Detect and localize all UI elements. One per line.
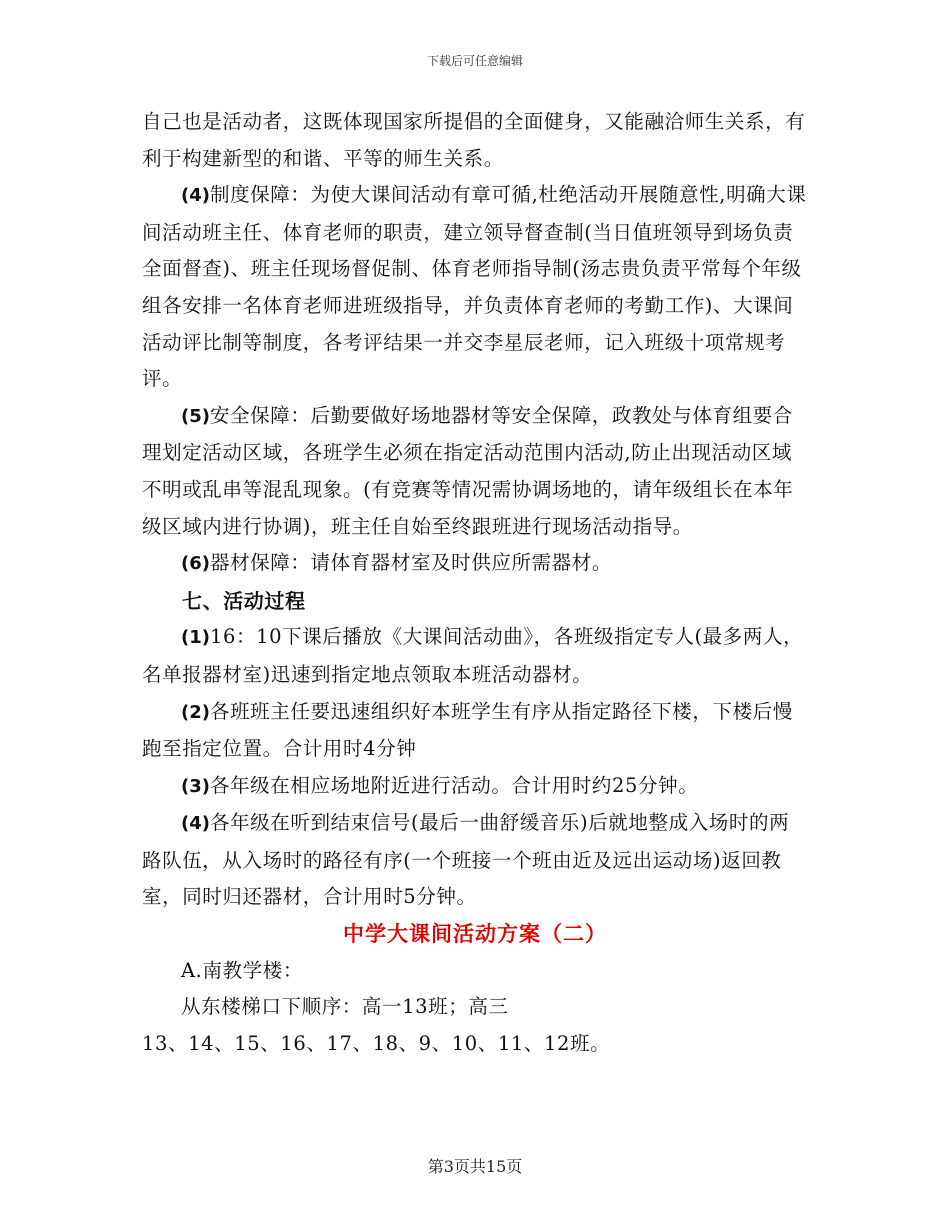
paragraph-text: 安全保障：后勤要做好场地器材等安全保障，政教处与体育组要合理划定活动区域，各班学生必须在指定活动范围内活动,防止出现活动区域不明或乱串等混乱现象。(有竞赛等情况需协调场地的，请年级组长在本年级区域内进行协调)，班主任自始至终跟班进行现场活动指导。 xyxy=(142,403,794,538)
document-title: 中学大课间活动方案（二） xyxy=(343,922,607,947)
item-number: (4) xyxy=(181,185,210,207)
paragraph-system-guarantee xyxy=(142,177,808,398)
building-label: A.南教学楼： xyxy=(181,958,303,982)
paragraph-text: 16：10下课后播放《大课间活动曲》，各班级指定专人(最多两人，名单报器材室)迅速到指定地点领取本班活动器材。 xyxy=(142,625,804,686)
paragraph-text: 各年级在听到结束信号(最后一曲舒缓音乐)后就地整成入场时的两路队伍，从入场时的路径有序(一个班接一个班由近及远出运动场)返回教室，同时归还器材，合计用时5分钟。 xyxy=(142,811,790,909)
item-number: (4) xyxy=(181,813,210,835)
class-order-line: 13、14、15、16、17、18、9、10、11、12班。 xyxy=(142,1031,611,1055)
item-number: (3) xyxy=(181,775,210,797)
item-number: (1) xyxy=(181,627,210,649)
page-header: 下载后可任意编辑 xyxy=(426,54,523,68)
stair-order-line: 从东楼梯口下顺序：高一13班；高三 xyxy=(181,995,509,1019)
paragraph-safety-guarantee xyxy=(142,398,808,545)
process-step-1 xyxy=(142,619,808,693)
paragraph-equipment-guarantee xyxy=(142,545,808,583)
item-number: (2) xyxy=(181,701,210,723)
process-step-3 xyxy=(142,768,808,806)
page-number: 第3页共15页 xyxy=(427,1157,523,1176)
process-step-2 xyxy=(142,694,808,768)
paragraph-text: 各年级在相应场地附近进行活动。合计用时约25分钟。 xyxy=(209,773,699,797)
paragraph-text: 器材保障：请体育器材室及时供应所需器材。 xyxy=(209,551,612,575)
item-number: (6) xyxy=(181,553,210,575)
paragraph-text: 各班班主任要迅速组织好本班学生有序从指定路径下楼，下楼后慢跑至指定位置。合计用时4分钟 xyxy=(142,699,793,761)
document-body xyxy=(142,104,808,1062)
paragraph-text: 制度保障：为使大课间活动有章可循,杜绝活动开展随意性,明确大课间活动班主任、体育老师的职责，建立领导督查制(当日值班领导到场负责全面督查)、班主任现场督促制、体育老师指导制(汤志贵负责平常每个年级组各安排一名体育老师进班级指导，并负责体育老师的考勤工作)、大课间活动评比制等制度，各考评结果一并交李星辰老师，记入班级十项常规考评。 xyxy=(142,183,807,391)
paragraph-continuation: 自己也是活动者，这既体现国家所提倡的全面健身，又能融洽师生关系，有利于构建新型的和谐、平等的师生关系。 xyxy=(142,110,806,170)
process-step-4 xyxy=(142,805,808,916)
section-heading: 七、活动过程 xyxy=(182,588,306,613)
item-number: (5) xyxy=(181,405,210,427)
